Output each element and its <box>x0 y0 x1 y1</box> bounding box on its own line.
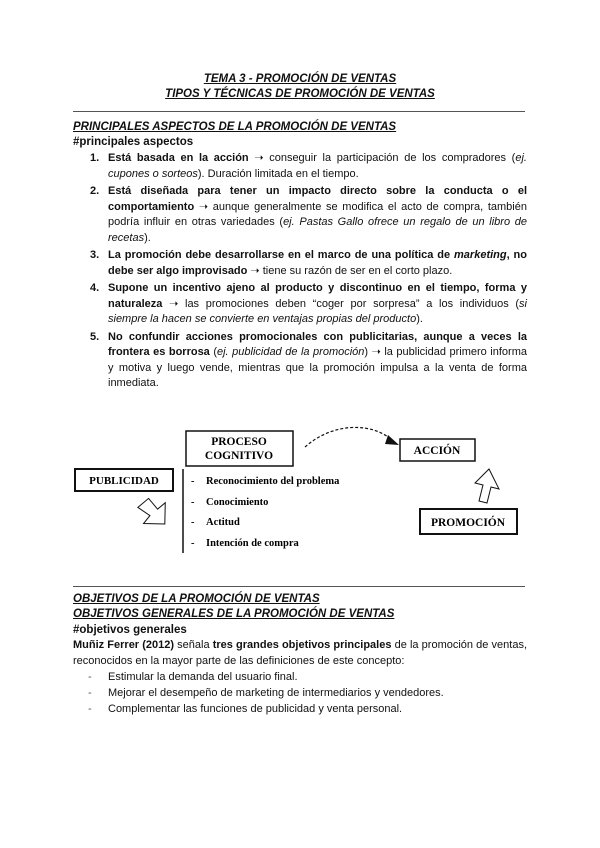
intro-author: Muñiz Ferrer (2012) <box>73 639 175 651</box>
arrow-icon: ➝ <box>194 200 213 213</box>
step-dash: - <box>191 517 195 528</box>
step-dash: - <box>191 497 195 508</box>
arrow-icon: ➝ <box>247 264 263 277</box>
arrow-icon: ➝ <box>162 297 185 310</box>
bullet-text: Complementar las funciones de publicidad y venta personal. <box>108 703 403 715</box>
hollow-arrow-icon <box>133 492 175 534</box>
list-item <box>73 184 527 246</box>
item-text: ). Duración limitada en el tiempo. <box>197 167 359 180</box>
title-line-2: TIPOS Y TÉCNICAS DE PROMOCIÓN DE VENTAS <box>165 88 435 100</box>
item-italic: ej. cupones o sorteos <box>108 152 527 180</box>
list-item <box>73 281 527 328</box>
item-italic: ej. publicidad de la promoción <box>217 346 365 358</box>
item-text: las promociones deben “coger por sorpresa” a los individuos ( <box>185 297 520 310</box>
bullet-item <box>88 686 528 702</box>
item-bold: Supone un incentivo ajeno al producto y discontinuo en el tiempo, forma y naturaleza <box>108 282 527 310</box>
list-item <box>73 151 527 182</box>
item-bold: Está diseñada para tener un impacto directo sobre la conducta o el comportamiento <box>108 185 527 213</box>
section-heading-objetivos: OBJETIVOS DE LA PROMOCIÓN DE VENTAS <box>73 593 320 605</box>
item-bold-italic: marketing <box>454 249 507 261</box>
promocion-label: PROMOCIÓN <box>430 517 506 529</box>
item-bold: La promoción debe desarrollarse en el marco de una política de <box>108 249 455 261</box>
title-line-1: TEMA 3 - PROMOCIÓN DE VENTAS <box>203 73 397 85</box>
step-label: Intención de compra <box>206 538 299 549</box>
item-text: aunque generalmente se modifica el acto de compra, también podría influir en otras variedades ( <box>108 200 527 228</box>
intro-bold: tres grandes objetivos principales <box>212 639 392 651</box>
item-text: ) ➝ la publicidad primero informa y motiva y luego vende, mientras que la promoción impulsa a la venta de forma inmediata. <box>108 346 527 389</box>
item-italic: ej. Pastas Gallo ofrece un regalo de un libro de recetas <box>108 216 527 244</box>
bullet-item <box>88 702 528 718</box>
item-italic: si siempre la hacen se convierte en ventajas propias del producto <box>108 297 527 325</box>
item-number: 5. <box>90 330 100 343</box>
list-item <box>73 248 527 279</box>
promotion-diagram <box>73 417 528 557</box>
step-dash: - <box>191 476 195 487</box>
dash-icon: - <box>88 671 92 683</box>
arrow-icon: ➝ <box>248 152 270 164</box>
arrowhead-icon <box>385 435 399 445</box>
item-text: tiene su razón de ser en el corto plazo. <box>262 264 453 277</box>
divider <box>73 111 525 112</box>
divider <box>73 586 525 587</box>
curved-arrow-icon <box>305 427 393 447</box>
item-text: ). <box>144 231 151 244</box>
proceso-label-1: PROCESO <box>211 436 267 448</box>
step-label: Conocimiento <box>206 497 269 508</box>
dash-icon: - <box>88 687 92 699</box>
item-text: ). <box>416 313 423 325</box>
item-bold: No confundir acciones promocionales con publicitarias, aunque a veces la frontera es borrosa <box>108 330 527 358</box>
bullet-text: Mejorar el desempeño de marketing de intermediarios y vendedores. <box>108 687 444 699</box>
section-heading-aspects: PRINCIPALES ASPECTOS DE LA PROMOCIÓN DE VENTAS <box>73 121 397 133</box>
bullet-text: Estimular la demanda del usuario final. <box>108 671 298 683</box>
bullet-item <box>88 670 528 686</box>
tag-objetivos-generales: #objetivos generales <box>73 624 187 636</box>
dash-icon: - <box>88 703 92 715</box>
section-heading-objetivos-generales: OBJETIVOS GENERALES DE LA PROMOCIÓN DE VENTAS <box>73 608 395 620</box>
proceso-label-2: COGNITIVO <box>204 450 274 462</box>
item-text: ( <box>209 346 217 358</box>
hollow-arrow-up-icon <box>475 469 499 503</box>
item-bold: Está basada en la acción <box>108 152 249 164</box>
item-number: 3. <box>90 249 100 261</box>
step-label: Reconocimiento del problema <box>206 476 340 487</box>
step-dash: - <box>191 538 195 549</box>
aspects-list <box>73 151 527 394</box>
item-number: 4. <box>90 282 100 294</box>
accion-label: ACCIÓN <box>413 445 461 457</box>
intro-text: señala <box>174 639 213 651</box>
step-label: Actitud <box>206 517 240 528</box>
intro-text: de la promoción de ventas, reconocidos en la mayor parte de las definiciones de este concepto: <box>73 639 527 667</box>
item-bold: , no debe ser algo improvisado <box>108 249 527 277</box>
item-number: 2. <box>90 185 100 197</box>
publicidad-label: PUBLICIDAD <box>89 475 159 487</box>
item-text: conseguir la participación de los compradores ( <box>269 152 516 164</box>
item-number: 1. <box>90 152 100 164</box>
list-item <box>73 330 527 392</box>
objetivos-intro <box>73 638 527 669</box>
tag-principales-aspectos: #principales aspectos <box>73 136 194 148</box>
